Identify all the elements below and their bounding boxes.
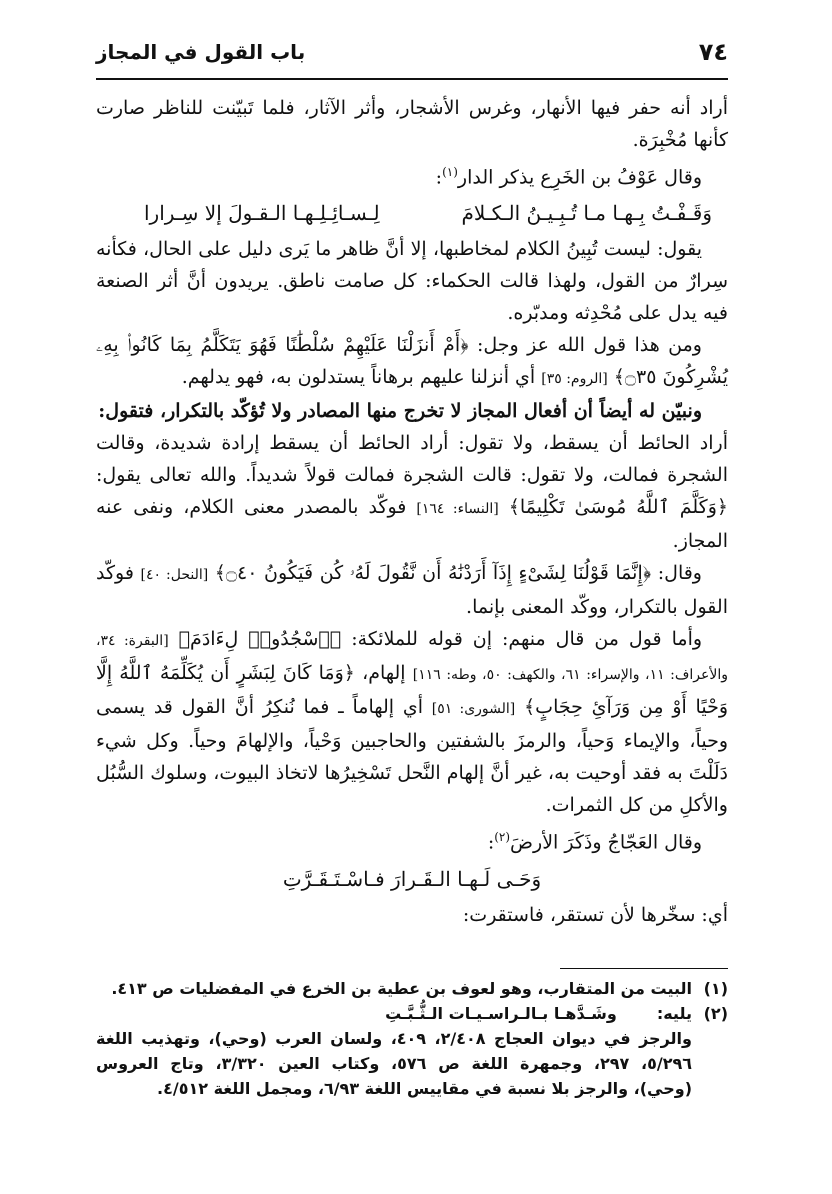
page-number: ٧٤	[698, 38, 728, 66]
paragraph	[96, 899, 728, 931]
paragraph	[96, 427, 728, 557]
paragraph	[96, 329, 728, 395]
verse-second-half: لِـسـائِـلِـهـا الـقـولَ إلا سِـرارا	[144, 201, 380, 226]
footnote-divider	[560, 968, 728, 969]
main-text	[96, 92, 728, 931]
quran-verse: ﴿ٱسْجُدُوا۟ لِءَادَمَ﴾	[178, 628, 342, 651]
poem-verse	[96, 197, 728, 229]
footnote-number: (٢)	[703, 1004, 728, 1023]
chapter-title: باب القول في المجاز	[96, 40, 306, 64]
verse-first-half: وَقَـفْـتُ بِـهـا مـا تُـبِـيـنُ الـكـلامَ	[461, 201, 712, 226]
footnote-label: يليه:	[656, 1004, 692, 1023]
paragraph-text: وقال العَجّاجُ وذَكَرَ الأرضَ	[510, 831, 702, 854]
quran-verse: ﴿وَكَلَّمَ ٱللَّهُ مُوسَىٰ تَكْلِيمًا﴾	[508, 496, 729, 519]
paragraph-text: أي إلهاماً ـ فما نُنكِرُ أنَّ القول قد يسمى وحياً، والإيماء وَحياً، والرمزَ بالشفتين والحاجبين وَحْياً، والإلهامَ وحياً. وكل شيء دَلَلْتَ به فقد أوحيت به، غير أنَّ إلهام النَّحل تَسْخِيرُها لاتخاذ البيوت، وسلوك السُّبُل والأكلِ من كل الثمرات.	[96, 696, 728, 817]
verse-reference: [النساء: ١٦٤]	[416, 501, 499, 518]
verse-reference: [الشورى: ٥١]	[431, 701, 516, 718]
footnote	[96, 1001, 728, 1026]
quran-verse: ﴿إِنَّمَا قَوْلُنَا لِشَىْءٍ إِذَآ أَرَدْنَٰهُ أَن نَّقُولَ لَهُۥ كُن فَيَكُونُ ۝٤٠﴾	[214, 562, 652, 585]
running-header	[96, 36, 728, 78]
paragraph	[96, 557, 728, 623]
verse-reference: [النحل: ٤٠]	[140, 567, 209, 584]
footnote-number: (١)	[703, 979, 728, 998]
footnote	[96, 976, 728, 1001]
paragraph-text: أي: سخّرها لأن تستقر، فاستقرت:	[462, 903, 728, 926]
footnote-verse: وشَـدَّهـا بـالـراسـيـات الـثُّـبَّـتِ	[385, 1004, 617, 1023]
paragraph	[96, 623, 728, 821]
paragraph-text: أراد الحائط أن يسقط، ولا تقول: أراد الحائط أن يسقط إرادة شديدة، وقالت الشجرة فمالت، ولا تقول: قالت الشجرة فمالت قولاً شديداً. والله تعالى يقول:	[96, 432, 728, 487]
paragraph	[96, 156, 728, 193]
paragraph-text: وقال عَوْفُ بن الخَرِع يذكر الدار	[457, 166, 702, 189]
paragraph	[96, 821, 728, 858]
paragraph-text: ومن هذا قول الله عز وجل:	[476, 334, 702, 357]
paragraph-text: يقول: ليست تُبِينُ الكلام لمخاطبها، إلا أنَّ ظاهر ما يَرى دليل على الحال، فكأنه سِرارٌ من القول، ولهذا قالت الحكماء: كل صامت ناطق. يريدون أنَّ أثر الصنعة فيه يدل على مُحْدِثه ومدبّره.	[96, 238, 728, 325]
paragraph-text: فوكّد القول بالتكرار، ووكّد المعنى بإنما.	[96, 562, 728, 619]
quran-verse: ﴿أَمْ أَنزَلْنَا عَلَيْهِمْ سُلْطَٰنًا فَهُوَ يَتَكَلَّمُ بِمَا كَانُوا۟ بِهِۦ يُشْرِكُونَ ۝٣٥﴾	[96, 334, 728, 389]
poem-verse: وَحَـى لَـهـا الـقَـرارَ فـاسْـتَـقَـرَّتِ	[282, 866, 542, 891]
footnotes	[96, 976, 728, 1101]
footnote-verse-line	[385, 1001, 692, 1026]
footnote-marker: (١)	[442, 165, 458, 179]
header-divider	[96, 78, 728, 80]
punctuation: :	[435, 166, 443, 189]
footnote-marker: (٢)	[494, 830, 511, 845]
quran-verse: ﴿وَمَا كَانَ لِبَشَرٍ أَن يُكَلِّمَهُ ٱللَّهُ إِلَّا وَحْيًا أَوْ مِن وَرَآئِ حِجَابٍ﴾	[96, 662, 728, 719]
footnote-text: والرجز في ديوان العجاج ٢/٤٠٨، ٤٠٩، ولسان العرب (وحي)، وتهذيب اللغة ٥/٢٩٦، ٢٩٧، وجمهرة اللغة ص ٥٧٦، وكتاب العين ٣/٣٢٠، وتاج العروس (وحي)، والرجز بلا نسبة في مقاييس اللغة ٦/٩٣، ومجمل اللغة ٤/٥١٢.	[96, 1029, 692, 1098]
paragraph-text: ونبيّن له أيضاً أن أفعال المجاز لا تخرج منها المصادر ولا تُؤكّد بالتكرار، فتقول:	[98, 400, 702, 423]
paragraph	[96, 233, 728, 329]
verse-reference: [الروم: ٣٥]	[541, 371, 608, 388]
paragraph-text: وقال:	[657, 562, 702, 585]
paragraph-text: وأما قول من قال منهم: إن قوله للملائكة:	[351, 628, 703, 651]
verse-reference: [البقرة: ٣٤، والأعراف: ١١، والإسراء: ٦١، والكهف: ٥٠، وطه: ١١٦]	[96, 633, 729, 684]
paragraph-text: أراد أنه حفر فيها الأنهار، وغرس الأشجار، وأثر الآثار، فلما تَبيّنت للناظر صارت كأنها مُخْبِرَة.	[96, 97, 728, 151]
paragraph-text: فوكّد بالمصدر معنى الكلام، ونفى عنه المجاز.	[96, 496, 728, 553]
bold-paragraph	[96, 395, 728, 427]
paragraph	[96, 92, 728, 156]
paragraph-text: أي أنزلنا عليهم برهاناً يستدلون به، فهو يدلهم.	[181, 366, 536, 389]
footnote-text: البيت من المتقارب، وهو لعوف بن عطية بن الخرع في المفضليات ص ٤١٣.	[111, 979, 692, 998]
punctuation: :	[487, 831, 495, 854]
paragraph-text: إلهام،	[362, 662, 406, 685]
